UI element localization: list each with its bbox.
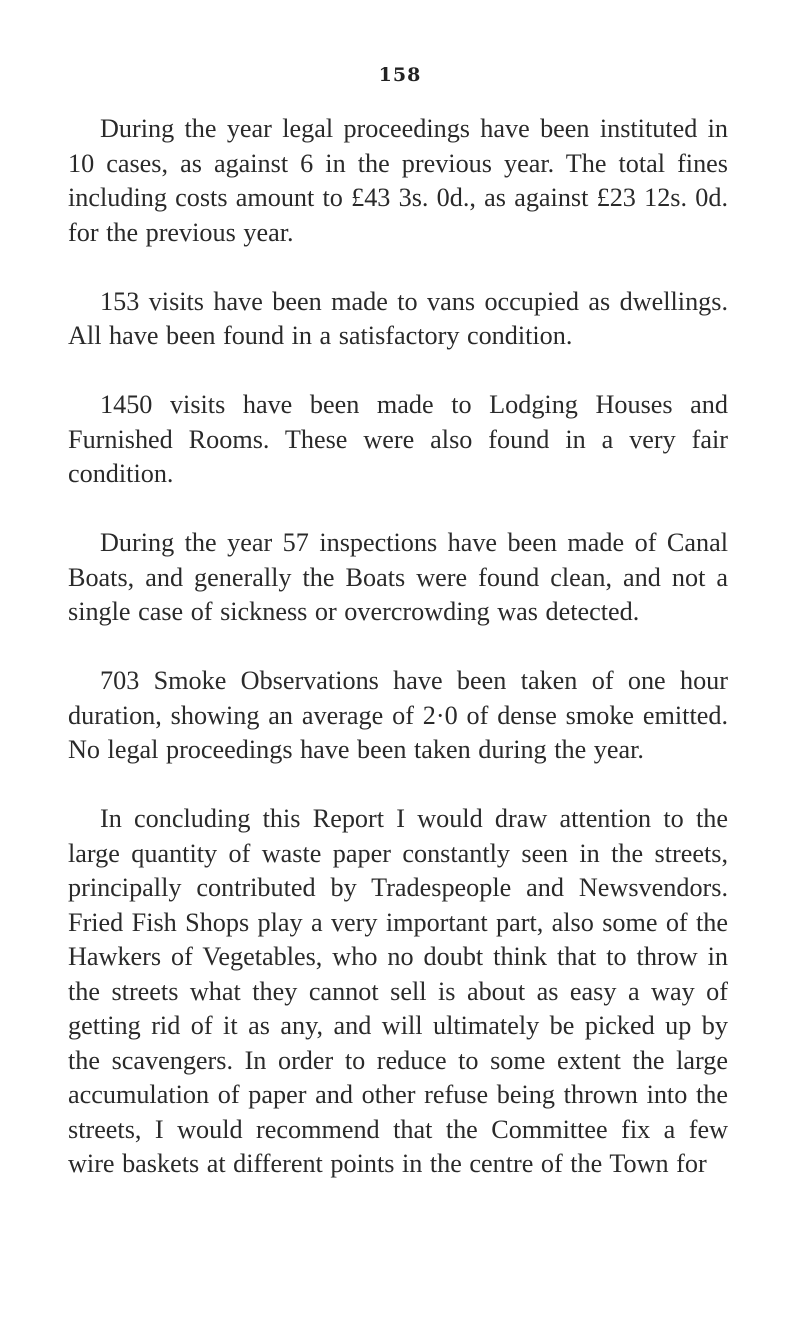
paragraph-waste-paper: In concluding this Report I would draw attention to the large quantity of waste paper constantly seen in the streets, principally contributed by Tradespeople and Newsvendors. Fried Fish Shops play a very important part, also some of the Hawkers of Vegetables, who no doubt think that to throw in the streets what they cannot sell is about as easy a way of getting rid of it as any, and will ultimately be picked up by the scavengers. In order to reduce to some extent the large accumulation of paper and other refuse being thrown into the streets, I would recommend that the Committee fix a few wire baskets at different points in the centre of the Town for [68,804,728,1178]
paragraph-smoke-observations: 703 Smoke Observations have been taken of one hour duration, showing an average of 2·0 of dense smoke emitted. No legal proceedings have been taken during the year. [68,666,728,764]
page-number: 158 [378,64,422,86]
paragraph-legal-proceedings: During the year legal proceedings have been instituted in 10 cases, as against 6 in the previous year. The total fines including costs amount to £43 3s. 0d., as against £23 12s. 0d. for the previous year. [68,114,728,247]
paragraph-lodging-houses: 1450 visits have been made to Lodging Houses and Furnished Rooms. These were also found in a very fair condition. [68,390,728,488]
report-body [68,112,728,1182]
paragraph-canal-boats: During the year 57 inspections have been made of Canal Boats, and generally the Boats were found clean, and not a single case of sickness or overcrowding was detected. [68,528,728,626]
paragraph-van-dwellings: 153 visits have been made to vans occupied as dwellings. All have been found in a satisfactory condition. [68,286,728,350]
